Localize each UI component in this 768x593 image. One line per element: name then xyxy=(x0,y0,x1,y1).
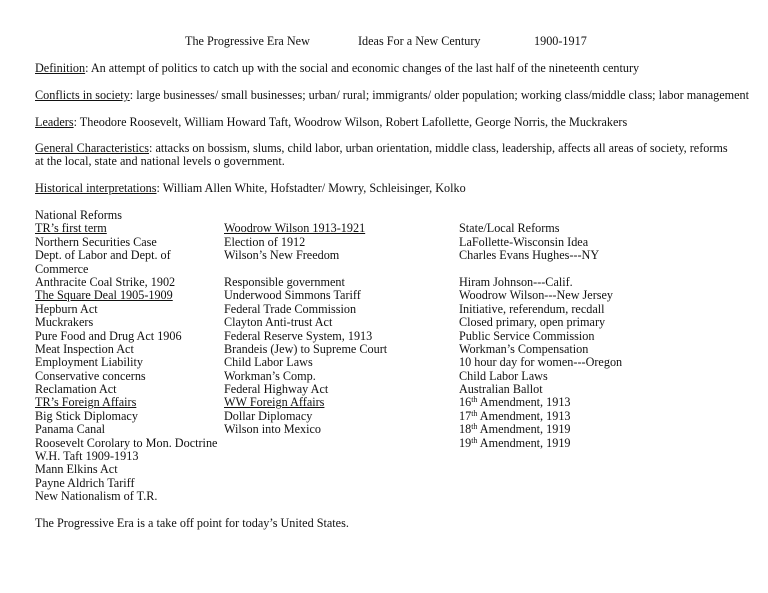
list-item: Reclamation Act xyxy=(35,382,117,397)
list-item: Charles Evans Hughes---NY xyxy=(459,248,600,263)
list-item: Closed primary, open primary xyxy=(459,315,606,330)
amendment-19: 19th Amendment, 1919 xyxy=(459,435,571,450)
list-item: Muckrakers xyxy=(35,315,94,330)
list-item: 10 hour day for women---Oregon xyxy=(459,355,623,370)
spacer xyxy=(224,263,387,276)
list-item: Federal Reserve System, 1913 xyxy=(224,328,373,343)
leaders xyxy=(35,116,627,129)
amendment-18: 18th Amendment, 1919 xyxy=(459,422,571,437)
list-item: Conservative concerns xyxy=(35,368,146,383)
historical-interpretations xyxy=(35,182,466,195)
conflicts xyxy=(35,89,749,102)
list-item: Wilson into Mexico xyxy=(224,422,321,437)
list-item: Hiram Johnson---Calif. xyxy=(459,274,573,289)
list-item: Wilson’s New Freedom xyxy=(224,248,340,263)
wilson-heading: Woodrow Wilson 1913-1921 xyxy=(224,221,366,236)
general-label: General Characteristics xyxy=(35,141,150,155)
spacer xyxy=(459,263,622,276)
list-item: Dept. of Labor and Dept. of xyxy=(35,248,171,263)
ww-foreign-affairs-heading: WW Foreign Affairs xyxy=(224,395,325,410)
list-item: Pure Food and Drug Act 1906 xyxy=(35,328,182,343)
list-item: Clayton Anti-trust Act xyxy=(224,315,333,330)
list-item: Anthracite Coal Strike, 1902 xyxy=(35,274,176,289)
historical-text: : William Allen White, Hofstadter/ Mowry, Schleisinger, Kolko xyxy=(156,181,466,195)
list-item: Federal Highway Act xyxy=(224,382,329,397)
general-characteristics xyxy=(35,142,735,169)
definition-label: Definition xyxy=(35,61,86,75)
conflicts-text: : large businesses/ small businesses; urban/ rural; immigrants/ older population; working class/middle class; labor management xyxy=(129,88,749,102)
national-reforms-column xyxy=(35,209,217,504)
amendment-17: 17th Amendment, 1913 xyxy=(459,408,571,423)
list-item: LaFollette-Wisconsin Idea xyxy=(459,234,589,249)
historical-label: Historical interpretations xyxy=(35,181,157,195)
national-reforms-heading: National Reforms xyxy=(35,208,122,222)
list-item: Big Stick Diplomacy xyxy=(35,408,138,423)
definition-text: : An attempt of politics to catch up with the social and economic changes of the last half of the nineteenth century xyxy=(85,61,640,75)
title-middle: Ideas For a New Century xyxy=(358,34,481,48)
definition xyxy=(35,62,639,75)
state-local-column xyxy=(459,222,622,450)
list-item: Child Labor Laws xyxy=(224,355,313,370)
list-item: Employment Liability xyxy=(35,355,143,370)
list-item: Northern Securities Case xyxy=(35,234,157,249)
title-years: 1900-1917 xyxy=(534,34,587,48)
list-item: Mann Elkins Act xyxy=(35,462,118,477)
title-left: The Progressive Era New xyxy=(185,34,310,48)
list-item: Meat Inspection Act xyxy=(35,341,134,356)
list-item: Australian Ballot xyxy=(459,382,543,397)
tr-foreign-affairs-heading: TR’s Foreign Affairs xyxy=(35,395,137,410)
list-item: New Nationalism of T.R. xyxy=(35,489,158,504)
amendment-16: 16th Amendment, 1913 xyxy=(459,395,571,410)
leaders-text: : Theodore Roosevelt, William Howard Taft, Woodrow Wilson, Robert Lafollette, George Norris, the Muckrakers xyxy=(73,115,628,129)
list-item: Public Service Commission xyxy=(459,328,595,343)
list-item: Commerce xyxy=(35,261,89,276)
leaders-label: Leaders xyxy=(35,115,74,129)
list-item: Child Labor Laws xyxy=(459,368,548,383)
list-item: Responsible government xyxy=(224,274,345,289)
list-item: Roosevelt Corolary to Mon. Doctrine xyxy=(35,435,218,450)
list-item: Hepburn Act xyxy=(35,301,98,316)
list-item: Workman’s Compensation xyxy=(459,341,589,356)
general-text: : attacks on bossism, slums, child labor, urban orientation, middle class, leadership, affects all areas of society, reforms at the local, state and national levels o government. xyxy=(35,141,728,169)
list-item: Payne Aldrich Tariff xyxy=(35,475,135,490)
list-item: Dollar Diplomacy xyxy=(224,408,313,423)
conflicts-label: Conflicts in society xyxy=(35,88,130,102)
square-deal-heading: The Square Deal 1905-1909 xyxy=(35,288,173,303)
list-item: Panama Canal xyxy=(35,422,106,437)
list-item: W.H. Taft 1909-1913 xyxy=(35,449,139,464)
list-item: Underwood Simmons Tariff xyxy=(224,288,361,303)
list-item: Federal Trade Commission xyxy=(224,301,357,316)
wilson-column xyxy=(224,222,387,436)
tr-first-term-heading: TR’s first term xyxy=(35,221,107,236)
state-local-heading: State/Local Reforms xyxy=(459,221,560,236)
list-item: Brandeis (Jew) to Supreme Court xyxy=(224,341,388,356)
list-item: Initiative, referendum, recdall xyxy=(459,301,605,316)
list-item: Election of 1912 xyxy=(224,234,306,249)
list-item: Woodrow Wilson---New Jersey xyxy=(459,288,613,303)
footer-text: The Progressive Era is a take off point for today’s United States. xyxy=(35,516,349,530)
list-item: Workman’s Comp. xyxy=(224,368,316,383)
